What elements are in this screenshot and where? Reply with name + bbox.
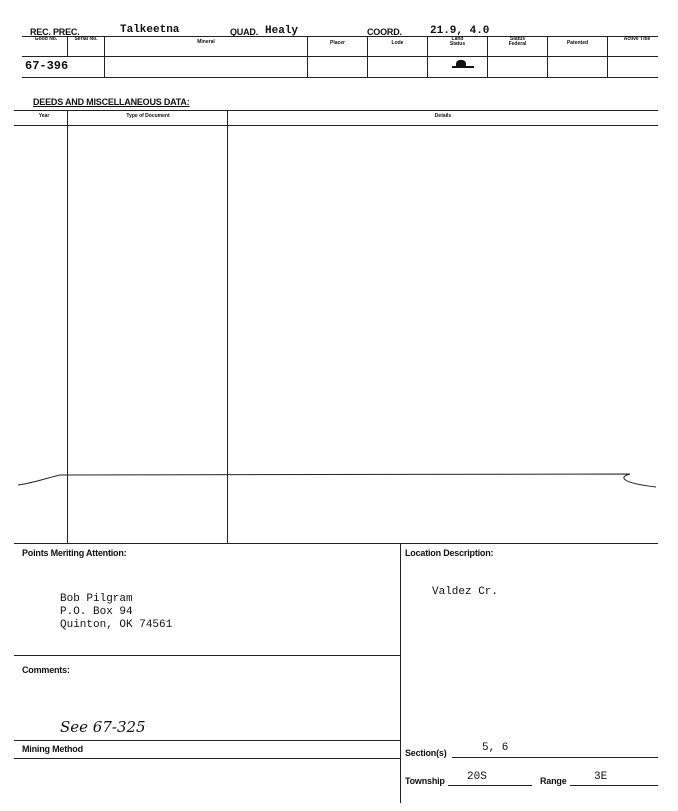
header-mid-line [22, 56, 658, 57]
section-value: 5, 6 [482, 742, 509, 754]
range-underline [570, 785, 658, 786]
section-underline [452, 757, 658, 758]
header-bottom-line [22, 77, 658, 78]
location-label: Location Description: [405, 548, 494, 558]
township-value: 20S [467, 771, 487, 783]
deeds-title: DEEDS AND MISCELLANEOUS DATA: [33, 97, 190, 107]
land-status-mark-base [452, 66, 474, 68]
coord-value: 21.9, 4.0 [430, 25, 490, 37]
col-good-no: Good No. [34, 36, 58, 42]
deeds-col-type: Type of Document [126, 113, 170, 119]
range-label: Range [540, 776, 567, 786]
col-active-title: Active Title [623, 36, 651, 42]
location-value: Valdez Cr. [432, 586, 499, 598]
good-no-value: 67-396 [25, 59, 69, 73]
header-top-line [22, 36, 658, 37]
comments-label: Comments: [22, 665, 70, 675]
section-label: Section(s) [405, 748, 447, 758]
col-serial-no: Serial No. [74, 36, 98, 42]
points-address [60, 593, 172, 632]
township-label: Township [405, 776, 445, 786]
deeds-col-year: Year [38, 113, 50, 119]
mining-label: Mining Method [22, 744, 83, 754]
mining-divider [14, 740, 400, 741]
mining-underline [14, 758, 400, 759]
deeds-top-line [14, 110, 658, 111]
col-mineral: Mineral [197, 39, 215, 45]
deeds-header-line [14, 125, 658, 126]
col-patented: Patented [566, 40, 589, 46]
comments-divider [14, 655, 400, 656]
address-line: P.O. Box 94 [60, 606, 133, 618]
col-land-status: Land Status [449, 36, 466, 47]
rec-prec-label: REC. PREC. [30, 27, 80, 37]
col-divider [607, 36, 608, 77]
coord-label: COORD. [367, 27, 402, 37]
quad-label: QUAD. [230, 27, 258, 37]
range-value: 3E [594, 771, 608, 783]
address-line: Bob Pilgram [60, 593, 133, 605]
points-label: Points Meriting Attention: [22, 548, 127, 558]
rec-prec-value: Talkeetna [120, 24, 180, 36]
quad-value: Healy [265, 25, 299, 37]
lower-center-divider [400, 543, 401, 803]
col-lode: Lode [391, 40, 404, 46]
deeds-col-details: Details [434, 113, 452, 119]
page-fold-line [0, 465, 678, 495]
address-line: Quinton, OK 74561 [60, 619, 173, 631]
township-underline [448, 785, 532, 786]
col-placer: Placer [329, 40, 345, 46]
deeds-bottom-line [14, 543, 658, 544]
comments-handwritten: See 67-325 [60, 718, 146, 736]
col-status-federal: Status Federal [508, 36, 527, 47]
